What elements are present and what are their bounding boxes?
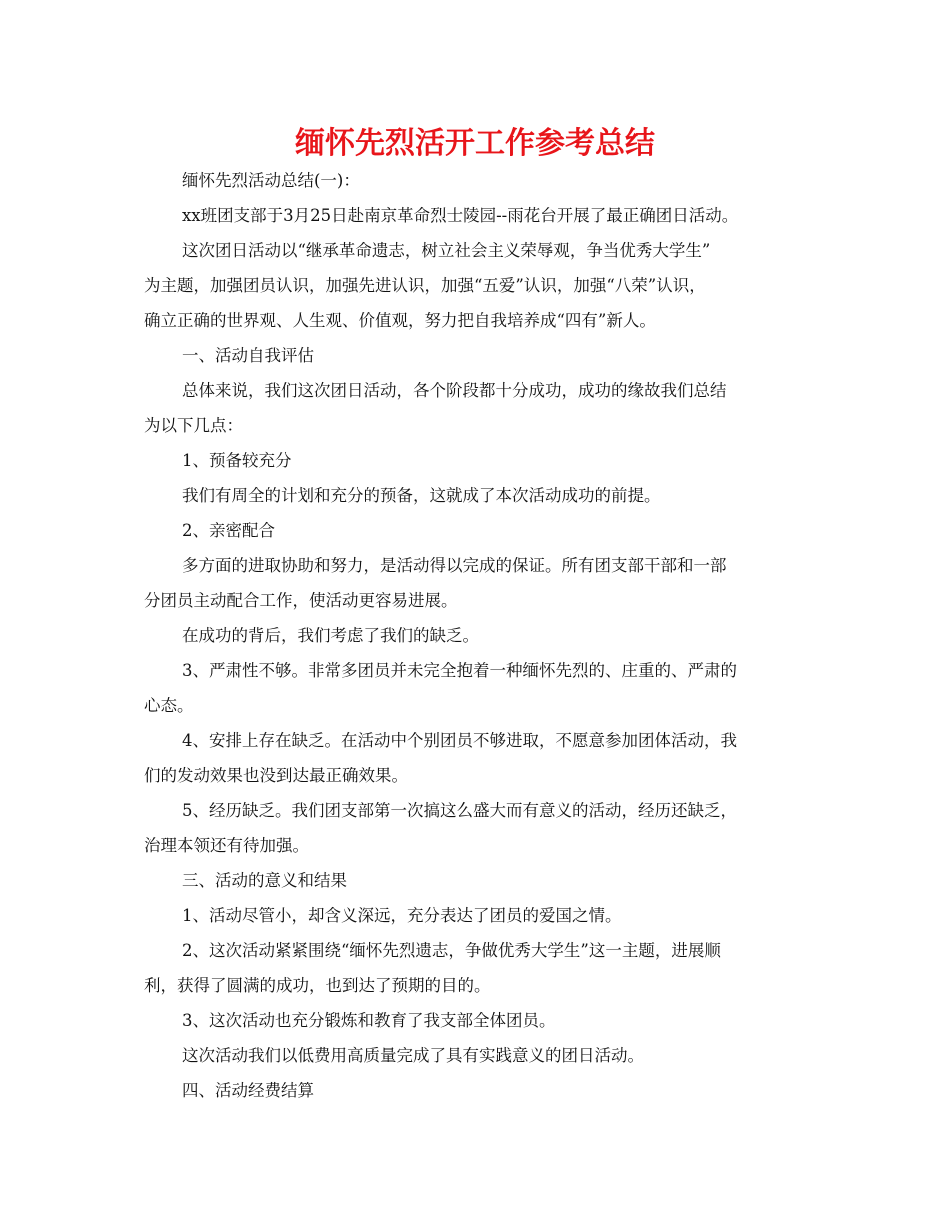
- paragraph-line: 总体来说，我们这次团日活动，各个阶段都十分成功，成功的缘故我们总结: [182, 381, 727, 400]
- paragraph-line: 2、亲密配合: [182, 521, 275, 540]
- paragraph-line: xx班团支部于3月25日赴南京革命烈士陵园--雨花台开展了最正确团日活动。: [182, 206, 739, 225]
- paragraph-line: 心态。: [144, 696, 194, 715]
- paragraph-line: 们的发动效果也没到达最正确效果。: [144, 766, 408, 785]
- paragraph-line: 四、活动经费结算: [182, 1081, 314, 1100]
- paragraph-line: 我们有周全的计划和充分的预备，这就成了本次活动成功的前提。: [182, 486, 661, 505]
- paragraph-line: 缅怀先烈活动总结(一)：: [182, 171, 360, 190]
- paragraph-line: 这次活动我们以低费用高质量完成了具有实践意义的团日活动。: [182, 1046, 644, 1065]
- paragraph-line: 在成功的背后，我们考虑了我们的缺乏。: [182, 626, 479, 645]
- paragraph-line: 5、经历缺乏。我们团支部第一次搞这么盛大而有意义的活动，经历还缺乏，: [182, 801, 737, 820]
- paragraph-line: 三、活动的意义和结果: [182, 871, 347, 890]
- paragraph-line: 2、这次活动紧紧围绕“缅怀先烈遗志，争做优秀大学生”这一主题，进展顺: [182, 941, 721, 960]
- paragraph-line: 1、活动尽管小，却含义深远，充分表达了团员的爱国之情。: [182, 906, 622, 925]
- paragraph-line: 一、活动自我评估: [182, 346, 314, 365]
- paragraph-line: 利，获得了圆满的成功，也到达了预期的目的。: [144, 976, 491, 995]
- paragraph-line: 为以下几点：: [144, 416, 243, 435]
- paragraph-line: 4、安排上存在缺乏。在活动中个别团员不够进取，不愿意参加团体活动，我: [182, 731, 737, 750]
- paragraph-line: 1、预备较充分: [182, 451, 292, 470]
- paragraph-line: 多方面的进取协助和努力，是活动得以完成的保证。所有团支部干部和一部: [182, 556, 727, 575]
- paragraph-line: 为主题，加强团员认识，加强先进认识，加强“五爱”认识，加强“八荣”认识，: [144, 276, 706, 295]
- paragraph-line: 确立正确的世界观、人生观、价值观，努力把自我培养成“四有”新人。: [144, 311, 656, 330]
- document-title: 缅怀先烈活开工作参考总结: [295, 126, 655, 161]
- paragraph-line: 3、严肃性不够。非常多团员并未完全抱着一种缅怀先烈的、庄重的、严肃的: [182, 661, 737, 680]
- paragraph-line: 分团员主动配合工作，使活动更容易进展。: [144, 591, 458, 610]
- paragraph-line: 这次团日活动以“继承革命遗志，树立社会主义荣辱观，争当优秀大学生”: [182, 241, 711, 260]
- paragraph-line: 3、这次活动也充分锻炼和教育了我支部全体团员。: [182, 1011, 556, 1030]
- paragraph-line: 治理本领还有待加强。: [144, 836, 309, 855]
